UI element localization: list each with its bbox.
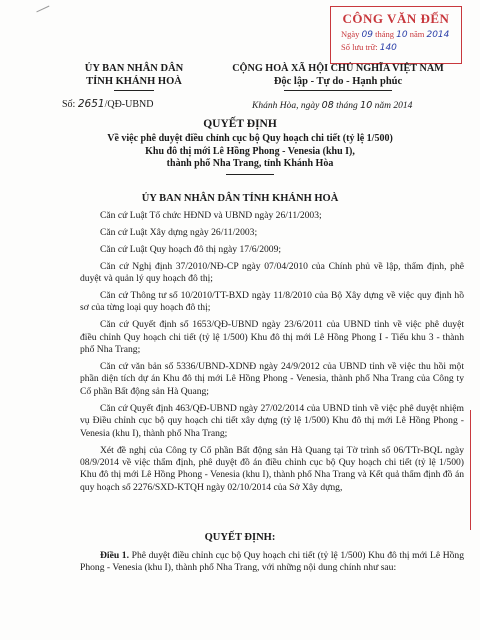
preamble bbox=[80, 210, 464, 499]
stamp-title: CÔNG VĂN ĐẾN bbox=[342, 11, 450, 26]
place-month: 10 bbox=[360, 100, 373, 111]
place-mid: tháng bbox=[336, 101, 358, 111]
preamble-paragraph: Căn cứ văn bản số 5336/UBND-XDNĐ ngày 24/9/2012 của UBND tỉnh về việc thu hồi một phần diện tích dự án Khu đô thị mới Lê Hồng Phong - Venesia, thành phố Nha Trang của Công ty Cổ phần Bất động sản Hà Quang; bbox=[80, 361, 464, 397]
stamp-number-label: Số lưu trữ: bbox=[341, 42, 378, 52]
preamble-paragraph: Căn cứ Nghị định 37/2010/NĐ-CP ngày 07/04/2010 của Chính phủ về lập, thẩm định, phê duyệt và quản lý quy hoạch đô thị; bbox=[80, 260, 464, 285]
preamble-paragraph: Căn cứ Thông tư số 10/2010/TT-BXD ngày 11/8/2010 của Bộ Xây dựng về việc quy định hồ sơ của từng loại quy hoạch đô thị; bbox=[80, 290, 464, 314]
issuer-rule bbox=[114, 90, 154, 91]
subject-rule bbox=[226, 174, 274, 175]
place-suffix: năm 2014 bbox=[374, 101, 413, 111]
stamp-date-line bbox=[331, 29, 461, 40]
place-date bbox=[252, 100, 412, 111]
article-1-label: Điều 1. bbox=[100, 550, 129, 561]
preamble-paragraph: Căn cứ Quyết định 463/QĐ-UBND ngày 27/02/2014 của UBND tỉnh về việc phê duyệt nhiệm vụ Điều chỉnh cục bộ quy hoạch chi tiết xây dựng (tỷ lệ 1/500) Khu đô thị mới Lê Hồng Phong - Venesia (khu I), thành phố Nha Trang; bbox=[80, 402, 464, 439]
national-rule bbox=[284, 90, 392, 91]
docno-prefix: Số: bbox=[62, 99, 76, 110]
preamble-paragraph: Xét đề nghị của Công ty Cổ phần Bất động sản Hà Quang tại Tờ trình số 06/TTr-BQL ngày 08/9/2014 về việc thẩm định, phê duyệt đồ án điều chỉnh cục bộ Quy hoạch chi tiết (tỷ lệ 1/500) Khu đô thị mới Lê Hồng Phong - Venesia (khu I), thành phố Nha Trang và Kết quả thẩm định đồ án quy hoạch số 2276/SXD-KTQH ngày 02/10/2014 của Sở Xây dựng, bbox=[80, 444, 464, 493]
subject-line1: Về việc phê duyệt điều chỉnh cục bộ Quy hoạch chi tiết (tỷ lệ 1/500) bbox=[107, 133, 393, 144]
stamp-date-prefix: Ngày bbox=[341, 29, 360, 39]
stamp-date-year: 2014 bbox=[426, 30, 450, 40]
stamp-date-suffix: năm bbox=[409, 29, 425, 39]
place-prefix: Khánh Hòa, ngày bbox=[252, 101, 320, 111]
document-number bbox=[62, 98, 153, 110]
subject-line3: thành phố Nha Trang, tỉnh Khánh Hòa bbox=[166, 158, 334, 169]
received-stamp bbox=[330, 6, 462, 64]
preamble-paragraph: Căn cứ Quyết định số 1653/QĐ-UBND ngày 23/6/2011 của UBND tỉnh về việc phê duyệt điều chỉnh Quy hoạch chi tiết (tỷ lệ 1/500) Khu đô thị mới Lê Hồng Phong I - Tiểu khu 3 - thành phố Nha Trang; bbox=[80, 319, 464, 356]
place-day: 08 bbox=[321, 100, 334, 111]
preamble-paragraph: Căn cứ Luật Quy hoạch đô thị ngày 17/6/2009; bbox=[100, 243, 282, 255]
issuer-line1: ỦY BAN NHÂN DÂN bbox=[84, 63, 184, 74]
preamble-paragraph: Căn cứ Luật Xây dựng ngày 26/11/2003; bbox=[100, 226, 258, 238]
document-subject bbox=[80, 133, 420, 171]
corner-mark bbox=[36, 6, 53, 22]
preamble-paragraph: Căn cứ Luật Tổ chức HĐND và UBND ngày 26/11/2003; bbox=[100, 210, 322, 221]
stamp-number-value: 140 bbox=[379, 43, 397, 53]
decision-heading: QUYẾT ĐỊNH: bbox=[204, 532, 276, 543]
authority-heading: ỦY BAN NHÂN DÂN TỈNH KHÁNH HOÀ bbox=[141, 193, 339, 204]
document-title: QUYẾT ĐỊNH bbox=[203, 118, 277, 130]
article-1-text: Phê duyệt điều chỉnh cục bộ Quy hoạch chi tiết (tỷ lệ 1/500) Khu đô thị mới Lê Hồng Phong - Venesia (khu I), thành phố Nha Trang, với những nội dung chính như sau: bbox=[80, 550, 465, 574]
national-motto: Độc lập - Tự do - Hạnh phúc bbox=[273, 76, 403, 87]
stamp-number-line bbox=[331, 42, 461, 53]
issuer-header bbox=[64, 62, 204, 91]
docno-suffix: /QĐ-UBND bbox=[104, 99, 154, 110]
side-seal-stamp bbox=[454, 410, 471, 530]
docno-value: 2651 bbox=[77, 98, 105, 110]
issuer-line2: TỈNH KHÁNH HOÀ bbox=[86, 76, 182, 87]
national-title: CỘNG HOÀ XÃ HỘI CHỦ NGHĨA VIỆT NAM bbox=[232, 63, 444, 74]
article-1 bbox=[80, 550, 464, 575]
national-header bbox=[222, 62, 454, 91]
stamp-date-day: 09 bbox=[361, 30, 373, 40]
stamp-date-month: 10 bbox=[396, 30, 408, 40]
subject-line2: Khu đô thị mới Lê Hồng Phong - Venesia (khu I), bbox=[145, 145, 355, 157]
stamp-date-mid: tháng bbox=[375, 29, 395, 39]
